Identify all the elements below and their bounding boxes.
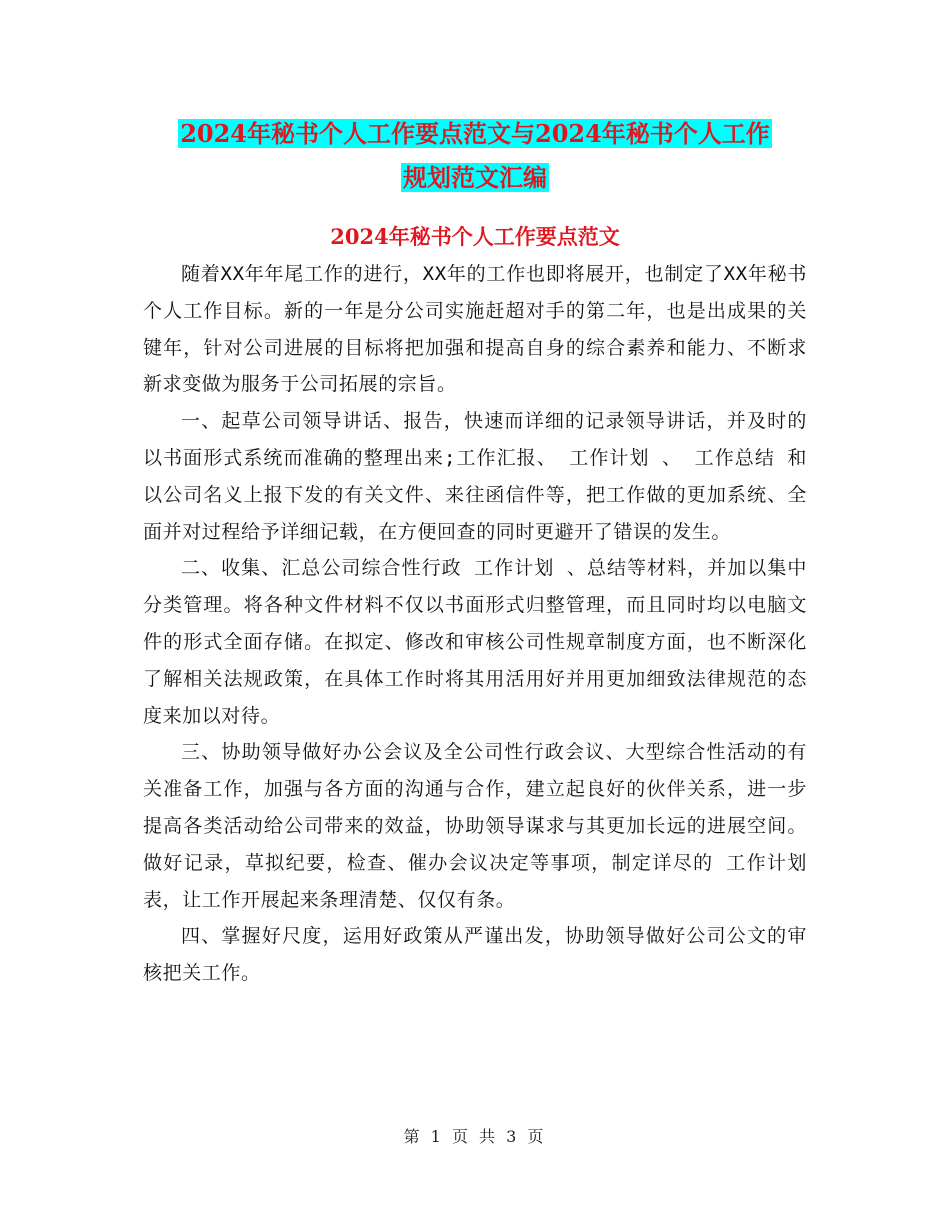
page-number-footer: 第 1 页 共 3 页 bbox=[403, 1127, 547, 1146]
paragraph-point-4: 四、掌握好尺度，运用好政策从严谨出发，协助领导做好公司公文的审核把关工作。 bbox=[143, 925, 807, 985]
paragraph-point-2: 二、收集、汇总公司综合性行政 工作计划 、总结等材料，并加以集中分类管理。将各种文件材料不仅以书面形式归整管理，而且同时均以电脑文件的形式全面存储。在拟定、修改和审核公司性规章制度方面，也不断深化了解相关法规政策，在具体工作时将其用活用好并用更加细致法律规范的态度来加以对待。 bbox=[143, 557, 807, 727]
paragraph-intro: 随着XX年年尾工作的进行，XX年的工作也即将展开，也制定了XX年秘书个人工作目标。新的一年是分公司实施赶超对手的第二年，也是出成果的关键年，针对公司进展的目标将把加强和提高自身的综合素养和能力、不断求新求变做为服务于公司拓展的宗旨。 bbox=[143, 263, 807, 396]
paragraph-point-3: 三、协助领导做好办公会议及全公司性行政会议、大型综合性活动的有关准备工作，加强与各方面的沟通与合作，建立起良好的伙伴关系，进一步提高各类活动给公司带来的效益，协助领导谋求与其更加长远的进展空间。做好记录，草拟纪要，检查、催办会议决定等事项，制定详尽的 工作计划 表，让工作开展起来条理清楚、仅仅有条。 bbox=[143, 741, 807, 911]
document-body bbox=[143, 256, 807, 992]
document-title-line-1 bbox=[0, 112, 950, 156]
document-title-highlight-2: 规划范文汇编 bbox=[403, 163, 547, 192]
paragraph-point-1: 一、起草公司领导讲话、报告，快速而详细的记录领导讲话，并及时的以书面形式系统而准确的整理出来;工作汇报、 工作计划 、 工作总结 和以公司名义上报下发的有关文件、来往函信件等，把工作做的更加系统、全面并对过程给予详细记载，在方便回查的同时更避开了错误的发生。 bbox=[143, 410, 807, 543]
document-title-line-2 bbox=[0, 156, 950, 200]
section-title: 2024年秘书个人工作要点范文 bbox=[330, 224, 620, 249]
document-title-highlight-1: 2024年秘书个人工作要点范文与2024年秘书个人工作 bbox=[180, 119, 770, 148]
